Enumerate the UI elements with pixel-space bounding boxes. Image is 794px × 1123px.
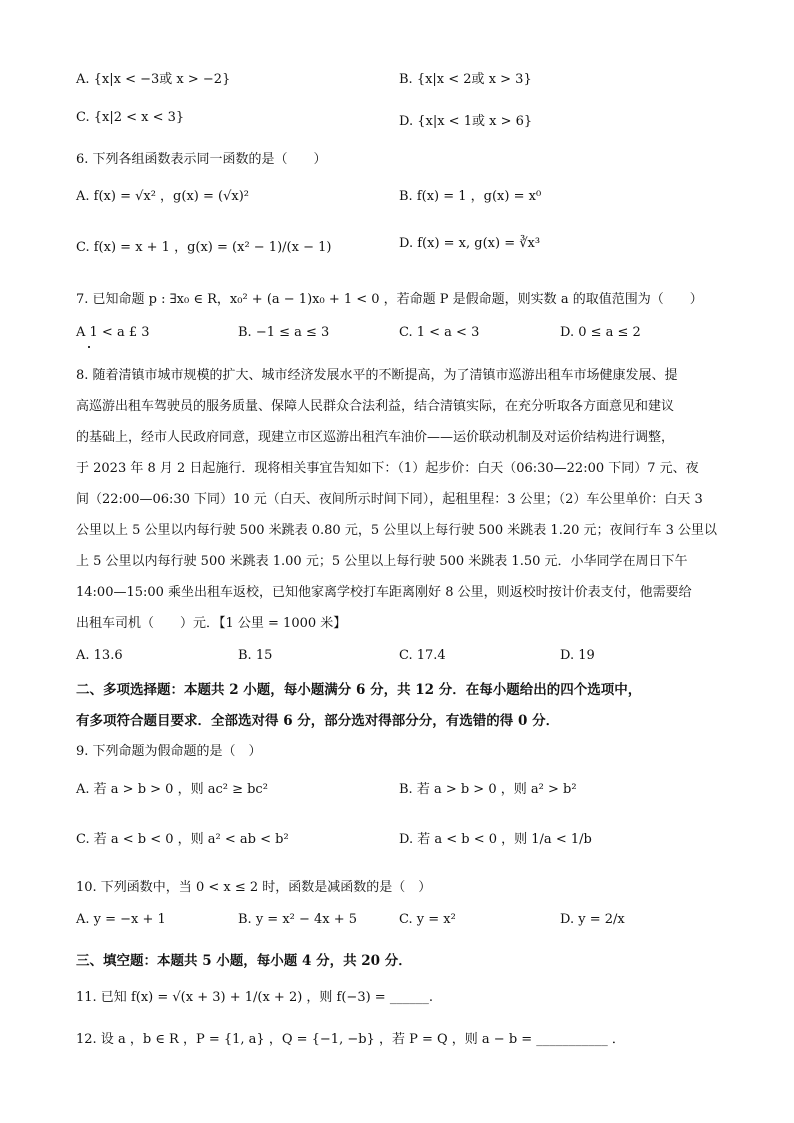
q7-option-d: D. 0 ≤ a ≤ 2 (560, 325, 641, 340)
q8-line: 间（22:00—06:30 下同）10 元（白天、夜间所示时间下同），起租里程：3 公里；（2）车公里单价：白天 3 (76, 492, 703, 507)
q8-line: 8. 随着清镇市城市规模的扩大、城市经济发展水平的不断提高，为了清镇市巡游出租车市场健康发展、提 (76, 368, 678, 383)
q8-line: 14:00—15:00 乘坐出租车返校，已知他家离学校打车距离刚好 8 公里，则返校时按计价表支付，他需要给 (76, 585, 692, 600)
q8-option-d: D. 19 (560, 648, 595, 663)
q11-stem: 11. 已知 f(x) = √(x + 3) + 1/(x + 2) ，则 f(−3) = ______. (76, 990, 433, 1005)
q9-option-a: A. 若 a > b > 0 ，则 ac² ≥ bc² (76, 782, 268, 797)
q8-line: 公里以上 5 公里以内每行驶 500 米跳表 0.80 元，5 公里以上每行驶 500 米跳表 1.20 元；夜间行车 3 公里以 (76, 523, 718, 538)
q10-stem: 10. 下列函数中，当 0 < x ≤ 2 时，函数是减函数的是（ ） (76, 880, 432, 895)
q5-option-a: A. {x|x < −3或 x > −2} (76, 72, 231, 87)
q8-option-b: B. 15 (238, 648, 273, 663)
q8-line: 于 2023 年 8 月 2 日起施行．现将相关事宜告知如下：（1）起步价：白天（06:30—22:00 下同）7 元、夜 (76, 461, 699, 476)
stray-dot (88, 346, 90, 348)
q7-stem: 7. 已知命题 p : ∃x₀ ∈ R，x₀² + (a − 1)x₀ + 1 < 0 ，若命题 P 是假命题，则实数 a 的取值范围为（ ） (76, 292, 703, 307)
q7-option-c: C. 1 < a < 3 (399, 325, 480, 340)
section-3-heading: 三、填空题：本题共 5 小题，每小题 4 分，共 20 分． (76, 953, 412, 969)
q12-stem: 12. 设 a ，b ∈ R ，P = {1, a} ，Q = {−1, −b} ，若 P = Q ，则 a − b = ___________ ． (76, 1032, 625, 1047)
q10-option-c: C. y = x² (399, 912, 456, 927)
q10-option-d: D. y = 2/x (560, 912, 625, 927)
q6-option-d: D. f(x) = x, g(x) = ∛x³ (399, 236, 541, 251)
q6-stem: 6. 下列各组函数表示同一函数的是（ ） (76, 152, 327, 167)
q6-option-a: A. f(x) = √x² ，g(x) = (√x)² (76, 189, 249, 204)
q7-option-a: A 1 < a £ 3 (76, 325, 150, 340)
q10-option-a: A. y = −x + 1 (76, 912, 166, 927)
q5-option-c: C. {x|2 < x < 3} (76, 110, 185, 125)
q8-line: 高巡游出租车驾驶员的服务质量、保障人民群众合法利益，结合清镇实际，在充分听取各方面意见和建议 (76, 399, 675, 414)
q8-paragraph (76, 360, 736, 639)
q9-stem: 9. 下列命题为假命题的是（ ） (76, 744, 262, 759)
q5-option-d: D. {x|x < 1或 x > 6} (399, 114, 533, 129)
q8-option-a: A. 13.6 (76, 648, 123, 663)
section-2-heading: 二、多项选择题：本题共 2 小题，每小题满分 6 分，共 12 分．在每小题给出的四个选项中， (76, 682, 642, 698)
q10-option-b: B. y = x² − 4x + 5 (238, 912, 358, 927)
q7-option-b: B. −1 ≤ a ≤ 3 (238, 325, 330, 340)
section-2-instructions: 有多项符合题目要求．全部选对得 6 分，部分选对得部分分，有选错的得 0 分． (76, 713, 560, 729)
q8-option-c: C. 17.4 (399, 648, 446, 663)
q6-option-c: C. f(x) = x + 1 ，g(x) = (x² − 1)/(x − 1) (76, 240, 332, 255)
q9-option-c: C. 若 a < b < 0 ，则 a² < ab < b² (76, 832, 289, 847)
q9-option-d: D. 若 a < b < 0 ，则 1/a < 1/b (399, 832, 592, 847)
q9-option-b: B. 若 a > b > 0 ，则 a² > b² (399, 782, 577, 797)
q8-line: 出租车司机（ ）元．【1 公里 = 1000 米】 (76, 616, 347, 631)
q5-option-b: B. {x|x < 2或 x > 3} (399, 72, 532, 87)
q6-option-b: B. f(x) = 1 ，g(x) = x⁰ (399, 189, 542, 204)
q8-line: 上 5 公里以内每行驶 500 米跳表 1.00 元；5 公里以上每行驶 500 米跳表 1.50 元．小华同学在周日下午 (76, 554, 688, 569)
q8-line: 的基础上，经市人民政府同意，现建立市区巡游出租汽车油价——运价联动机制及对运价结构进行调整， (76, 430, 675, 445)
